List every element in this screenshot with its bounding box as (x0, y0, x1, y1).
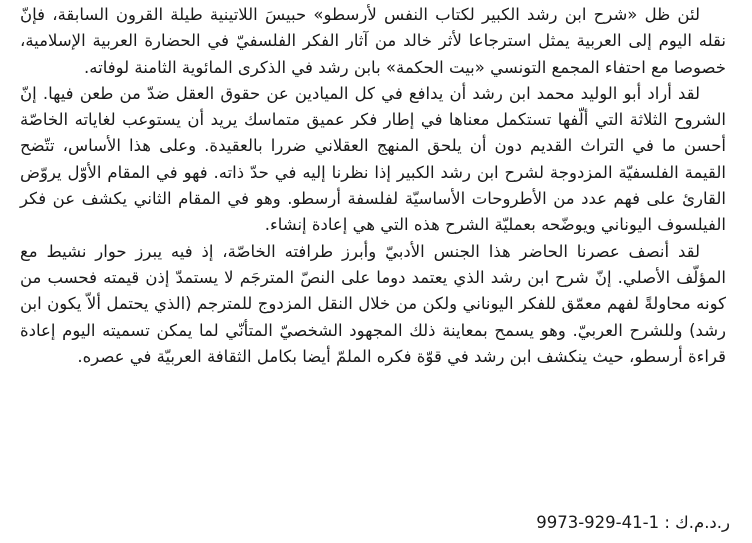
paragraph-2: لقد أراد أبو الوليد محمد ابن رشد أن يدافع في كل الميادين عن حقوق العقل ضدّ من طعن فيها. إنّ الشروح الثلاثة التي ألّفها تستكمل معناها في إطار فكر عميق متماسك يريد أن يستوعب لغاياته الخاصّة أحسن ما في التراث القديم دون أن يلحق المنهج العقلاني ضررا بالعقيدة. وعلى هذا الأساس، تتّضح القيمة الفلسفيّة المزدوجة لشرح ابن رشد الكبير إذا نظرنا إليه في حدّ ذاته. فهو في المقام الأوّل يروّض القارئ على فهم عدد من الأطروحات الأساسيّة لفلسفة أرسطو. وهو في المقام الثاني يكشف عن فكر الفيلسوف اليوناني ويوضّحه بعمليّة الشرح هذه التي هي إعادة إنشاء. (20, 83, 726, 235)
isbn-label: ر.د.م.ك : (664, 513, 730, 532)
isbn-line (470, 513, 730, 532)
paragraph-1: لئن ظل «شرح ابن رشد الكبير لكتاب النفس لأرسطو» حبيسَ اللاتينية طيلة القرون السابقة، فإنّ نقله اليوم إلى العربية يمثل استرجاعا لأثر خالد من آثار الفكر الفلسفيّ في الحضارة العربية الإسلامية، خصوصا مع احتفاء المجمع التونسي «بيت الحكمة» بابن رشد في الذكرى المائوية الثامنة لوفاته. (20, 5, 726, 77)
document-body (20, 2, 726, 370)
paragraph-3: لقد أنصف عصرنا الحاضر هذا الجنس الأدبيّ وأبرز طرافته الخاصّة، إذ فيه يبرز حوار نشيط مع المؤلّف الأصلي. إنّ شرح ابن رشد الذي يعتمد دوما على النصّ المترجَم لا يستمدّ إذن قيمته فحسب من كونه محاولةً لفهم معمّق للفكر اليوناني ولكن من خلال النقل المزدوج للمترجم (الذي يحتمل ألاّ يكون ابن رشد) وللشرح العربيّ. وهو يسمح بمعاينة ذلك المجهود الشخصيّ المتأنّي لما يمكن تسميته اليوم إعادة قراءة أرسطو، حيث ينكشف ابن رشد في قوّة فكره الملمّ أيضا بكامل الثقافة العربيّة في عصره. (20, 241, 726, 366)
isbn-number: 9973-929-41-1 (536, 513, 660, 532)
